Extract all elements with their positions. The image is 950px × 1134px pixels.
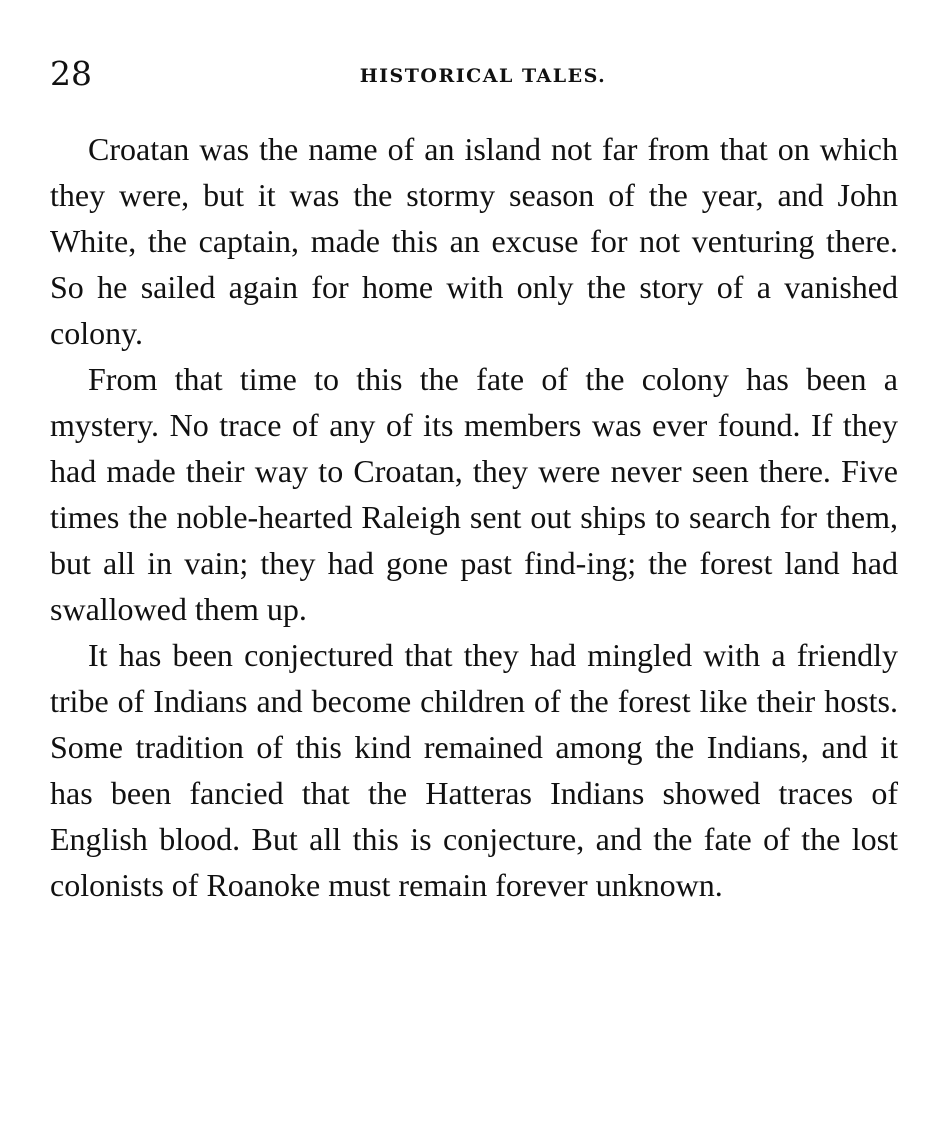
running-head bbox=[50, 52, 898, 96]
body-text bbox=[50, 126, 898, 908]
paragraph: Croatan was the name of an island not far from that on which they were, but it was the stormy season of the year, and John White, the captain, made this an excuse for not venturing there. So he sailed again for home with only the story of a vanished colony. bbox=[50, 131, 898, 351]
paragraph: From that time to this the fate of the colony has been a mystery. No trace of any of its members was ever found. If they had made their way to Croatan, they were never seen there. Five times the noble-hearted Raleigh sent out ships to search for them, but all in vain; they had gone past find-ing; the forest land had swallowed them up. bbox=[50, 361, 898, 627]
page-number: 28 bbox=[50, 54, 92, 93]
paragraph: It has been conjectured that they had mingled with a friendly tribe of Indians and become children of the forest like their hosts. Some tradition of this kind remained among the Indians, and it has been fancied that the Hatteras Indians showed traces of English blood. But all this is conjecture, and the fate of the lost colonists of Roanoke must remain forever unknown. bbox=[50, 637, 898, 903]
running-title: HISTORICAL TALES. bbox=[359, 65, 607, 87]
